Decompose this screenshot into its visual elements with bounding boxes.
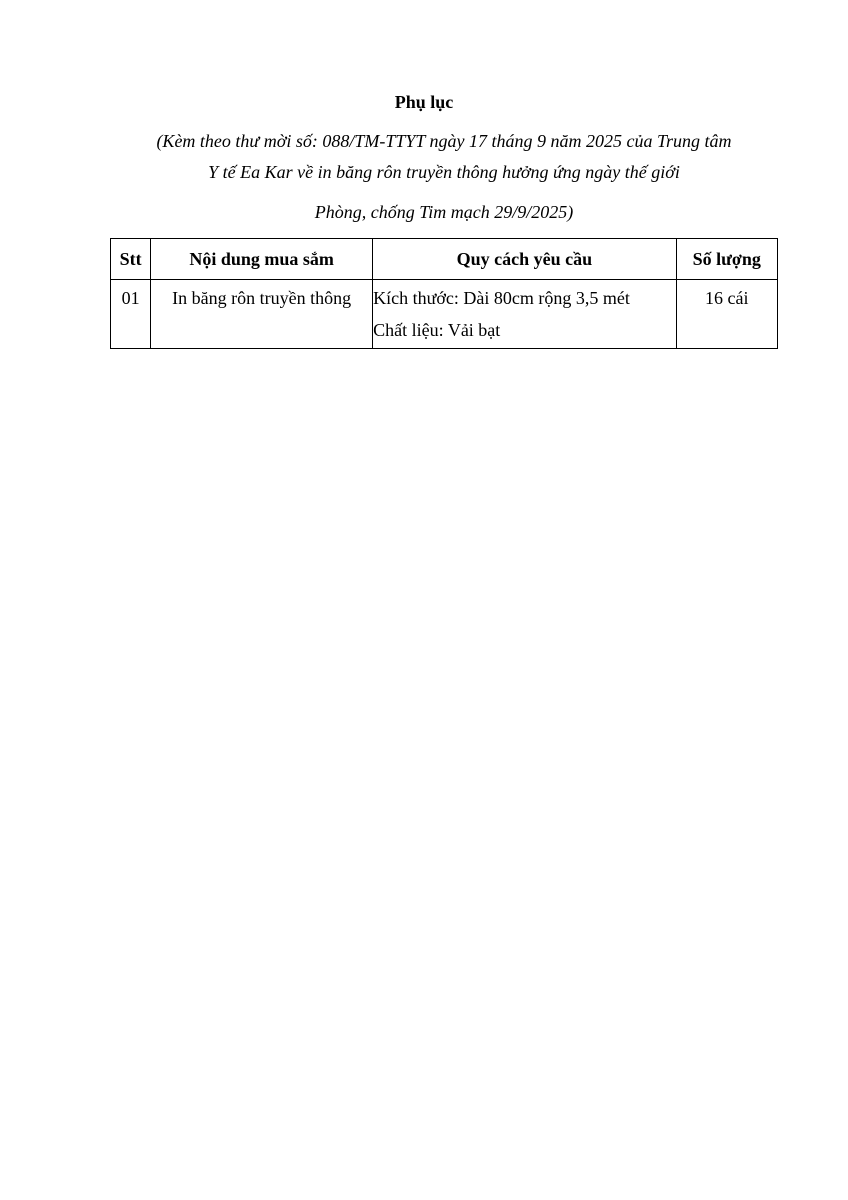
header-content: Nội dung mua sắm [151,239,373,280]
cell-quantity: 16 cái [676,280,777,349]
subtitle-line-1: (Kèm theo thư mời số: 088/TM-TTYT ngày 17 tháng 9 năm 2025 của Trung tâm [156,131,732,151]
cell-spec [373,280,676,349]
procurement-table [110,238,778,349]
table-header-row [111,239,778,280]
header-quantity: Số lượng [676,239,777,280]
document-title: Phụ lục [394,92,454,112]
spec-line-size: Kích thước: Dài 80cm rộng 3,5 mét [373,288,630,308]
header-stt: Stt [111,239,151,280]
cell-stt: 01 [111,280,151,349]
subtitle-line-3: Phòng, chống Tim mạch 29/9/2025) [314,202,574,222]
header-spec: Quy cách yêu cầu [373,239,676,280]
table-row [111,280,778,349]
cell-content: In băng rôn truyền thông [151,280,373,349]
subtitle-line-2: Y tế Ea Kar về in băng rôn truyền thông hưởng ứng ngày thế giới [208,162,680,182]
spec-line-material: Chất liệu: Vải bạt [373,320,501,340]
